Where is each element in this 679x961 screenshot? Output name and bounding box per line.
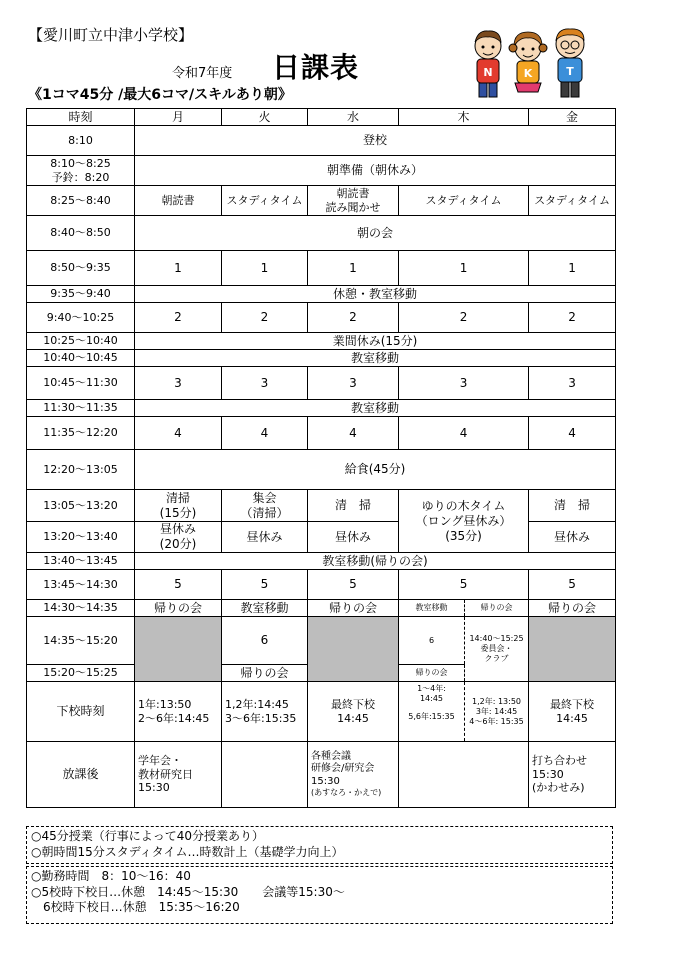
cell-fri: 清 掃: [529, 490, 616, 522]
time-cell: 8:40～8:50: [27, 216, 135, 251]
cell-thu-b: 帰りの会: [465, 600, 529, 617]
cell-tue: 6: [222, 617, 308, 665]
period-cell: 2: [135, 303, 222, 333]
cell-tue: 帰りの会: [222, 665, 308, 682]
notes-box-lessons: [26, 826, 613, 864]
kid-t-icon: [556, 29, 584, 97]
cell-mon: 朝読書: [135, 186, 222, 216]
school-name: 【愛川町立中津小学校】: [28, 26, 194, 44]
event-cell: 業間休み(15分): [135, 333, 616, 350]
cell-tue: スタディタイム: [222, 186, 308, 216]
period-cell: 4: [399, 417, 529, 450]
time-cell: 8:50～9:35: [27, 251, 135, 286]
time-cell: 14:30～14:35: [27, 600, 135, 617]
period-cell: 5: [222, 570, 308, 600]
fiscal-year: 令和7年度: [172, 66, 233, 81]
period-cell: 5: [135, 570, 222, 600]
table-row: [27, 367, 616, 400]
event-cell: 教室移動(帰りの会): [135, 553, 616, 570]
period-cell: 1: [135, 251, 222, 286]
period-cell: 3: [135, 367, 222, 400]
table-row: [27, 216, 616, 251]
table-row: [27, 417, 616, 450]
time-cell: 12:20～13:05: [27, 450, 135, 490]
cell-mon: 1年:13:50 2～6年:14:45: [135, 682, 222, 742]
note-line: ○5校時下校日…休憩 14:45～15:30 会議等15:30～: [31, 884, 345, 899]
period-cell: 4: [529, 417, 616, 450]
time-cell: 15:20～15:25: [27, 665, 135, 682]
cell-thu-a: 1～4年: 14:45 5,6年:15:35: [399, 682, 465, 742]
period-cell: 2: [308, 303, 399, 333]
children-illustration: [468, 24, 592, 104]
cell-tue: 昼休み: [222, 522, 308, 553]
period-cell: 2: [222, 303, 308, 333]
note-line: ○45分授業（行事によって40分授業あり）: [31, 829, 265, 843]
cell-wed: 昼休み: [308, 522, 399, 553]
cell-thu: スタディタイム: [399, 186, 529, 216]
time-cell: 13:40～13:45: [27, 553, 135, 570]
cell-fri: 昼休み: [529, 522, 616, 553]
timetable: [26, 108, 616, 808]
cell-thu-a: 帰りの会: [399, 665, 465, 682]
period-cell: 1: [222, 251, 308, 286]
table-row: [27, 682, 616, 742]
cell-tue: 教室移動: [222, 600, 308, 617]
svg-text:K: K: [523, 67, 533, 80]
time-cell: 10:45～11:30: [27, 367, 135, 400]
period-cell: 3: [529, 367, 616, 400]
event-cell: 教室移動: [135, 350, 616, 367]
cell-tue-empty: [222, 742, 308, 808]
table-row: [27, 490, 616, 522]
col-header-mon: 月: [135, 109, 222, 126]
time-cell: 10:25～10:40: [27, 333, 135, 350]
cell-mon: 帰りの会: [135, 600, 222, 617]
period-cell: 5: [399, 570, 529, 600]
period-cell: 4: [135, 417, 222, 450]
event-cell: 朝準備（朝休み）: [135, 156, 616, 186]
table-row: [27, 186, 616, 216]
cell-thu-empty: [399, 742, 529, 808]
table-row: [27, 617, 616, 665]
event-cell: 給食(45分): [135, 450, 616, 490]
svg-text:N: N: [483, 66, 493, 79]
cell-mon: 昼休み (20分): [135, 522, 222, 553]
notes-box-work-hours: [26, 866, 613, 924]
cell-thu-a: 6: [399, 617, 465, 665]
cell-fri: 打ち合わせ 15:30 (かわせみ): [529, 742, 616, 808]
time-cell: 下校時刻: [27, 682, 135, 742]
cell-thu-b: 14:40～15:25 委員会・ クラブ: [465, 617, 529, 682]
table-row: [27, 600, 616, 617]
time-cell: 8:10～8:25 予鈴：8:20: [27, 156, 135, 186]
time-cell: 放課後: [27, 742, 135, 808]
col-header-time: 時刻: [27, 109, 135, 126]
table-row: [27, 450, 616, 490]
cell-wed: 最終下校 14:45: [308, 682, 399, 742]
time-cell: 13:20～13:40: [27, 522, 135, 553]
time-cell: 13:05～13:20: [27, 490, 135, 522]
cell-thu: ゆりの木タイム （ロング昼休み） (35分): [399, 490, 529, 553]
table-row: [27, 570, 616, 600]
period-cell: 3: [308, 367, 399, 400]
kid-k-icon: [509, 32, 547, 92]
time-cell: 13:45～14:30: [27, 570, 135, 600]
cell-fri: 最終下校 14:45: [529, 682, 616, 742]
note-line: ○朝時間15分スタディタイム…時数計上（基礎学力向上）: [31, 844, 344, 859]
table-row: [27, 333, 616, 350]
table-row: [27, 553, 616, 570]
event-cell: 登校: [135, 126, 616, 156]
period-cell: 4: [222, 417, 308, 450]
cell-mon: 学年会・ 教材研究日 15:30: [135, 742, 222, 808]
page-subtitle: 《1コマ45分 /最大6コマ/スキルあり朝》: [28, 87, 292, 103]
table-row: [27, 156, 616, 186]
cell-mon-empty: [135, 617, 222, 682]
table-row: [27, 251, 616, 286]
table-row: [27, 742, 616, 808]
period-cell: 3: [399, 367, 529, 400]
table-row: [27, 303, 616, 333]
cell-tue: 集会 （清掃）: [222, 490, 308, 522]
time-cell: 10:40～10:45: [27, 350, 135, 367]
col-header-fri: 金: [529, 109, 616, 126]
cell-fri: スタディタイム: [529, 186, 616, 216]
time-cell: 9:35～9:40: [27, 286, 135, 303]
table-row: [27, 350, 616, 367]
period-cell: 5: [529, 570, 616, 600]
period-cell: 3: [222, 367, 308, 400]
cell-tue: 1,2年:14:45 3～6年:15:35: [222, 682, 308, 742]
table-row: [27, 400, 616, 417]
cell-wed: 清 掃: [308, 490, 399, 522]
cell-wed: 帰りの会: [308, 600, 399, 617]
header-row: [27, 109, 616, 126]
cell-fri: 帰りの会: [529, 600, 616, 617]
time-cell: 11:30～11:35: [27, 400, 135, 417]
period-cell: 1: [529, 251, 616, 286]
cell-fri-empty: [529, 617, 616, 682]
event-cell: 休憩・教室移動: [135, 286, 616, 303]
note-line: ○勤務時間 8：10～16：40: [31, 869, 191, 883]
period-cell: 4: [308, 417, 399, 450]
page-title: 日課表: [272, 51, 360, 84]
table-row: [27, 126, 616, 156]
cell-wed: 各種会議 研修会/研究会 15:30 (あすなろ・かえで): [308, 742, 399, 808]
col-header-thu: 木: [399, 109, 529, 126]
period-cell: 2: [529, 303, 616, 333]
period-cell: 5: [308, 570, 399, 600]
event-cell: 教室移動: [135, 400, 616, 417]
time-cell: 8:10: [27, 126, 135, 156]
time-cell: 9:40～10:25: [27, 303, 135, 333]
note-line: 6校時下校日…休憩 15:35～16:20: [31, 900, 240, 915]
time-cell: 11:35～12:20: [27, 417, 135, 450]
period-cell: 1: [308, 251, 399, 286]
table-row: [27, 286, 616, 303]
col-header-tue: 火: [222, 109, 308, 126]
kid-n-icon: [475, 31, 501, 97]
cell-wed: 朝読書 読み聞かせ: [308, 186, 399, 216]
cell-thu-b: 1,2年: 13:50 3年: 14:45 4～6年: 15:35: [465, 682, 529, 742]
event-cell: 朝の会: [135, 216, 616, 251]
svg-text:T: T: [566, 65, 574, 78]
period-cell: 1: [399, 251, 529, 286]
cell-wed-empty: [308, 617, 399, 682]
time-cell: 8:25～8:40: [27, 186, 135, 216]
cell-mon: 清掃 (15分): [135, 490, 222, 522]
period-cell: 2: [399, 303, 529, 333]
time-cell: 14:35～15:20: [27, 617, 135, 665]
col-header-wed: 水: [308, 109, 399, 126]
cell-thu-a: 教室移動: [399, 600, 465, 617]
